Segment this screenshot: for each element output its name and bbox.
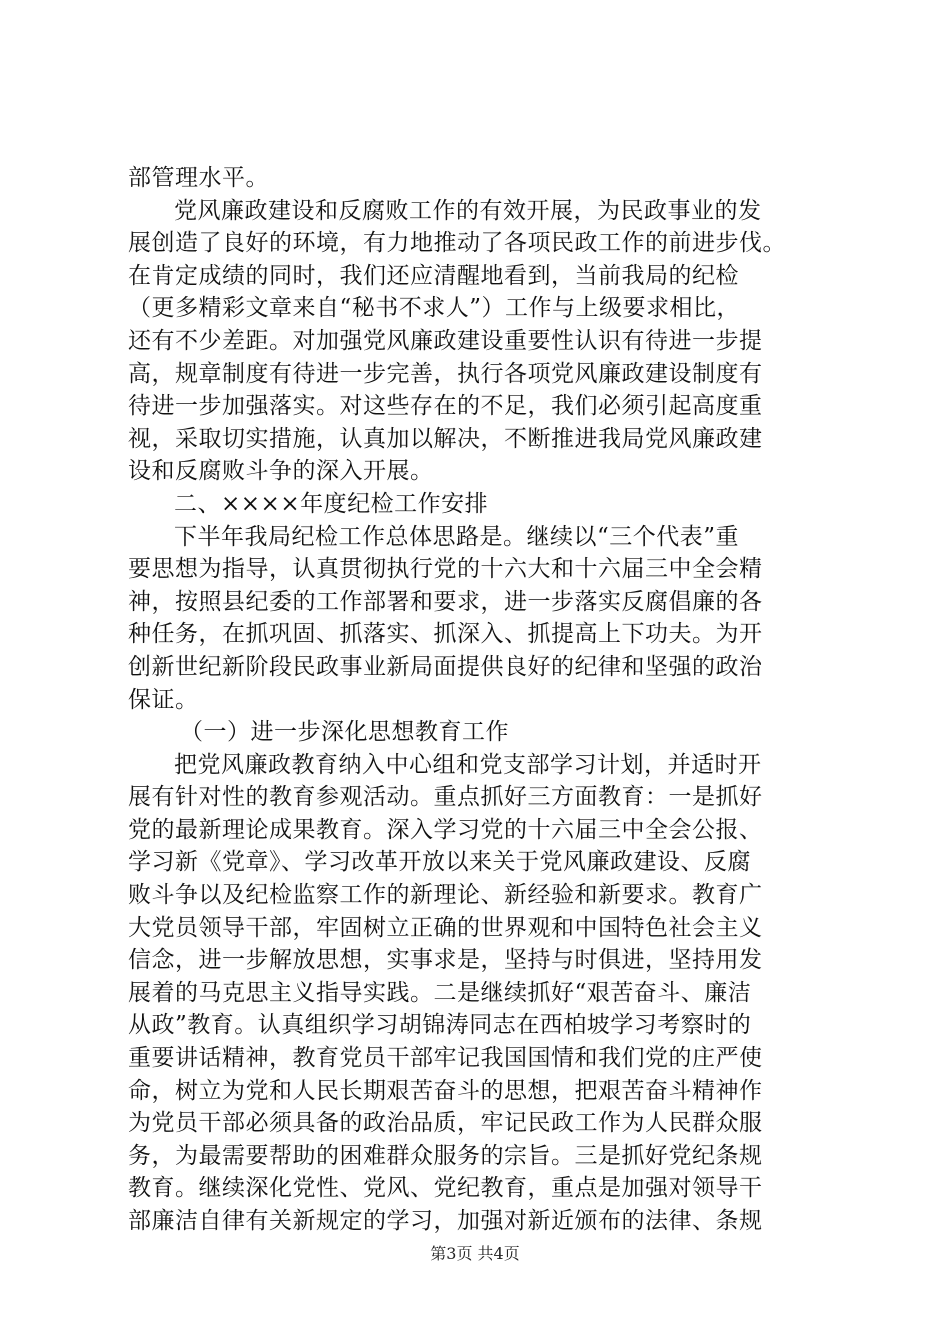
text-line: 务，为最需要帮助的困难群众服务的宗旨。三是抓好党纪条规 — [128, 1142, 763, 1169]
text-line: 从政”教育。认真组织学习胡锦涛同志在西柏坡学习考察时的 — [128, 1012, 752, 1039]
text-line: 部管理水平。 — [128, 165, 269, 191]
text-line: 重要讲话精神，教育党员干部牢记我国国情和我们党的庄严使 — [128, 1045, 763, 1072]
text-line: 保证。 — [128, 686, 199, 713]
text-line: 在肯定成绩的同时，我们还应清醒地看到，当前我局的纪检 — [128, 262, 739, 289]
text-line: 信念，进一步解放思想，实事求是，坚持与时俱进，坚持用发 — [128, 947, 763, 974]
section-heading: 二、××××年度纪检工作安排 — [174, 490, 489, 517]
text-line: 创新世纪新阶段民政事业新局面提供良好的纪律和坚强的政治 — [128, 653, 763, 680]
text-line: 命，树立为党和人民长期艰苦奋斗的思想，把艰苦奋斗精神作 — [128, 1077, 763, 1104]
text-line: 种任务，在抓巩固、抓落实、抓深入、抓提高上下功夫。为开 — [128, 621, 763, 648]
text-line: 教育。继续深化党性、党风、党纪教育，重点是加强对领导干 — [128, 1175, 763, 1202]
text-line: 败斗争以及纪检监察工作的新理论、新经验和新要求。教育广 — [128, 882, 763, 909]
text-line: 高，规章制度有待进一步完善，执行各项党风廉政建设制度有 — [128, 360, 763, 387]
text-line: 大党员领导干部，牢固树立正确的世界观和中国特色社会主义 — [128, 914, 763, 941]
text-line: 部廉洁自律有关新规定的学习，加强对新近颁布的法律、条规 — [128, 1208, 763, 1234]
text-line: 把党风廉政教育纳入中心组和党支部学习计划，并适时开 — [174, 751, 762, 778]
text-line: 展创造了良好的环境，有力地推动了各项民政工作的前进步伐。 — [128, 230, 786, 257]
text-line: 展着的马克思主义指导实践。二是继续抓好“艰苦奋斗、廉洁 — [128, 979, 752, 1006]
text-line: 还有不少差距。对加强党风廉政建设重要性认识有待进一步提 — [128, 327, 763, 354]
text-line: 学习新《党章》、学习改革开放以来关于党风廉政建设、反腐 — [128, 849, 751, 876]
text-line: 设和反腐败斗争的深入开展。 — [128, 458, 434, 485]
text-line: 展有针对性的教育参观活动。重点抓好三方面教育：一是抓好 — [128, 784, 763, 811]
text-line: 党的最新理论成果教育。深入学习党的十六届三中全会公报、 — [128, 816, 763, 843]
text-line: 神，按照县纪委的工作部署和要求，进一步落实反腐倡廉的各 — [128, 588, 763, 615]
text-line: 为党员干部必须具备的政治品质，牢记民政工作为人民群众服 — [128, 1110, 763, 1137]
subsection-heading: （一）进一步深化思想教育工作 — [180, 719, 509, 746]
text-line: 下半年我局纪检工作总体思路是。继续以“三个代表”重 — [174, 523, 740, 550]
text-line: 党风廉政建设和反腐败工作的有效开展，为民政事业的发 — [174, 197, 762, 224]
text-line: 视，采取切实措施，认真加以解决，不断推进我局党风廉政建 — [128, 425, 763, 452]
page-number-footer: 第3页 共4页 — [430, 1244, 520, 1263]
text-line: 要思想为指导，认真贯彻执行党的十六大和十六届三中全会精 — [128, 556, 763, 583]
text-line: 待进一步加强落实。对这些存在的不足，我们必须引起高度重 — [128, 393, 763, 420]
document-body — [128, 162, 828, 1238]
text-line: （更多精彩文章来自“秘书不求人”）工作与上级要求相比， — [128, 295, 741, 322]
